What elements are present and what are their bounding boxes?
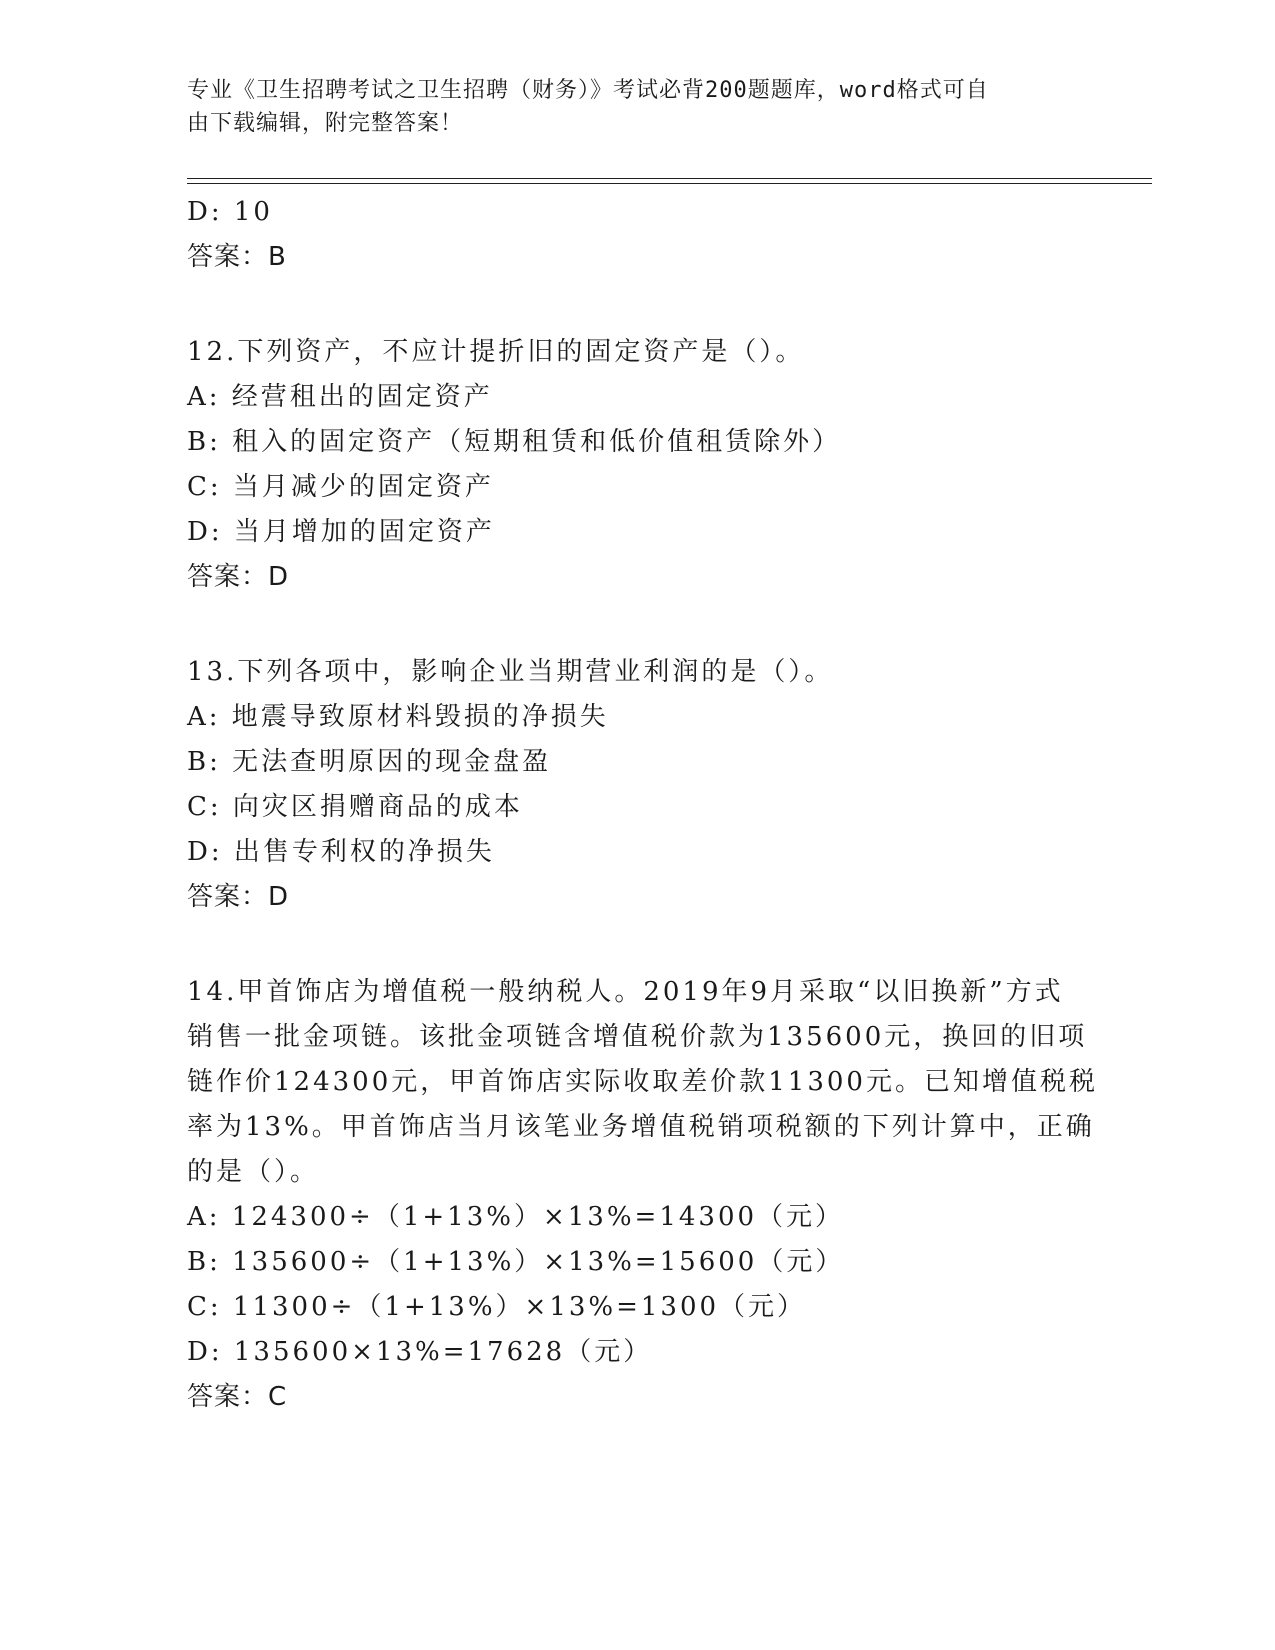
option-c: C: 向灾区捐赠商品的成本: [187, 792, 523, 822]
option-c: C: 当月减少的固定资产: [187, 472, 494, 502]
question-stem-line-5: 的是（）。: [187, 1157, 320, 1187]
prev-option-d: D: 10: [187, 197, 273, 227]
spacer: [187, 600, 1087, 650]
header-line-1: 专业《卫生招聘考试之卫生招聘（财务）》考试必背200题题库，word格式可自: [187, 78, 989, 103]
option-a: A: 124300÷（1+13%）×13%=14300（元）: [187, 1202, 845, 1232]
option-b: B: 租入的固定资产（短期租赁和低价值租赁除外）: [187, 427, 842, 457]
prev-answer: 答案：B: [187, 242, 287, 272]
header-divider-bottom: [187, 183, 1152, 184]
question-stem-line-2: 销售一批金项链。该批金项链含增值税价款为135600元，换回的旧项: [187, 1022, 1088, 1052]
option-a: A: 经营租出的固定资产: [187, 382, 493, 412]
question-stem-line-1: 14.甲首饰店为增值税一般纳税人。2019年9月采取“以旧换新”方式: [187, 977, 1064, 1007]
question-stem: 12.下列资产，不应计提折旧的固定资产是（）。: [187, 337, 805, 367]
answer: 答案：D: [187, 562, 290, 592]
question-13: [187, 650, 1087, 920]
option-d: D: 当月增加的固定资产: [187, 517, 495, 547]
option-b: B: 135600÷（1+13%）×13%=15600（元）: [187, 1247, 845, 1277]
question-content: [187, 190, 1098, 1420]
question-stem-line-3: 链作价124300元，甲首饰店实际收取差价款11300元。已知增值税税: [187, 1067, 1098, 1097]
option-c: C: 11300÷（1+13%）×13%=1300（元）: [187, 1292, 807, 1322]
option-a: A: 地震导致原材料毁损的净损失: [187, 702, 609, 732]
spacer: [187, 920, 1087, 970]
spacer: [187, 280, 1087, 330]
answer: 答案：D: [187, 882, 290, 912]
question-stem: 13.下列各项中，影响企业当期营业利润的是（）。: [187, 657, 834, 687]
question-stem-line-4: 率为13%。甲首饰店当月该笔业务增值税销项税额的下列计算中，正确: [187, 1112, 1095, 1142]
answer: 答案：C: [187, 1382, 288, 1412]
option-b: B: 无法查明原因的现金盘盈: [187, 747, 552, 777]
header-line-2: 由下载编辑，附完整答案！: [187, 111, 464, 136]
option-d: D: 出售专利权的净损失: [187, 837, 495, 867]
document-header: [187, 74, 1067, 140]
question-14: [187, 970, 1098, 1420]
header-divider-top: [187, 178, 1152, 179]
option-d: D: 135600×13%=17628（元）: [187, 1337, 653, 1367]
question-12: [187, 330, 1087, 600]
